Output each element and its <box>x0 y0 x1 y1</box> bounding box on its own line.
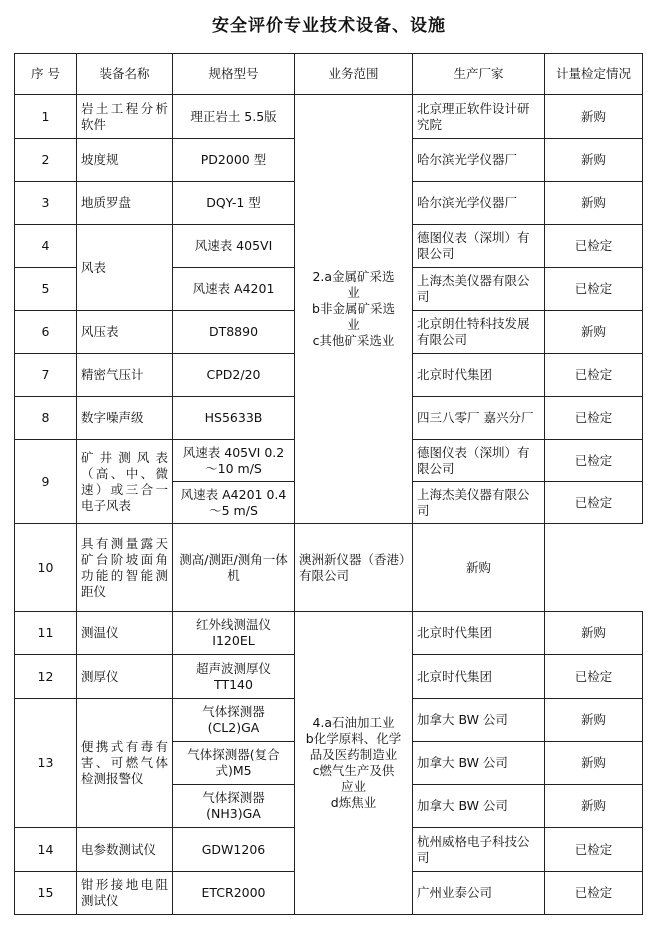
header-scope: 业务范围 <box>295 54 413 95</box>
spec-model: ETCR2000 <box>173 872 295 915</box>
equipment-name: 风压表 <box>77 311 173 354</box>
calibration-status: 已检定 <box>545 655 643 699</box>
manufacturer: 加拿大 BW 公司 <box>413 699 545 742</box>
manufacturer: 北京时代集团 <box>413 612 545 655</box>
spec-model: GDW1206 <box>173 828 295 872</box>
scope-line: d炼焦业 <box>330 795 377 810</box>
equipment-name: 钳形接地电阻测试仪 <box>77 872 173 915</box>
row-no: 9 <box>15 440 77 524</box>
scope-line: 4.a石油加工业 <box>312 715 395 730</box>
calibration-status: 新购 <box>413 524 545 612</box>
scope-line: 应业 <box>340 779 366 794</box>
business-scope-mining <box>295 95 413 524</box>
row-no: 1 <box>15 95 77 139</box>
manufacturer: 北京理正软件设计研究院 <box>413 95 545 139</box>
manufacturer: 加拿大 BW 公司 <box>413 742 545 785</box>
equipment-name: 岩土工程分析软件 <box>77 95 173 139</box>
manufacturer: 上海杰美仪器有限公司 <box>413 268 545 311</box>
calibration-status: 新购 <box>545 612 643 655</box>
scope-line: b非金属矿采选 <box>312 301 395 316</box>
calibration-status: 已检定 <box>545 225 643 268</box>
spec-model: 测高/测距/测角一体机 <box>173 524 295 612</box>
calibration-status: 新购 <box>545 311 643 354</box>
row-no: 4 <box>15 225 77 268</box>
equipment-name: 电参数测试仪 <box>77 828 173 872</box>
row-no: 8 <box>15 397 77 440</box>
document-title: 安全评价专业技术设备、设施 <box>212 16 446 36</box>
spec-model: 红外线测温仪 I120EL <box>173 612 295 655</box>
manufacturer: 德图仪表（深圳）有限公司 <box>413 225 545 268</box>
spec-model: DT8890 <box>173 311 295 354</box>
equipment-name: 精密气压计 <box>77 354 173 397</box>
spec-model: 风速表 A4201 <box>173 268 295 311</box>
header-maker: 生产厂家 <box>413 54 545 95</box>
table-header-row <box>15 54 643 95</box>
spec-model: DQY-1 型 <box>173 182 295 225</box>
row-no: 3 <box>15 182 77 225</box>
row-no: 15 <box>15 872 77 915</box>
calibration-status: 已检定 <box>545 440 643 482</box>
table-row <box>15 524 643 612</box>
manufacturer: 澳洲新仪器（香港）有限公司 <box>295 524 413 612</box>
calibration-status: 已检定 <box>545 482 643 524</box>
header-spec: 规格型号 <box>173 54 295 95</box>
manufacturer: 哈尔滨光学仪器厂 <box>413 139 545 182</box>
business-scope-chemical <box>295 612 413 915</box>
manufacturer: 哈尔滨光学仪器厂 <box>413 182 545 225</box>
calibration-status: 已检定 <box>545 872 643 915</box>
calibration-status: 新购 <box>545 699 643 742</box>
calibration-status: 新购 <box>545 785 643 828</box>
row-no: 6 <box>15 311 77 354</box>
spec-model: 气体探测器 (NH3)GA <box>173 785 295 828</box>
calibration-status: 新购 <box>545 95 643 139</box>
spec-model: PD2000 型 <box>173 139 295 182</box>
scope-line: 2.a金属矿采选 <box>312 269 395 284</box>
equipment-name: 数字噪声级 <box>77 397 173 440</box>
equipment-table <box>14 53 643 915</box>
spec-model: 风速表 405VI 0.2～10 m/S <box>173 440 295 482</box>
calibration-status: 已检定 <box>545 354 643 397</box>
row-no: 10 <box>15 524 77 612</box>
row-no: 2 <box>15 139 77 182</box>
manufacturer: 德图仪表（深圳）有限公司 <box>413 440 545 482</box>
row-no: 5 <box>15 268 77 311</box>
header-status: 计量检定情况 <box>545 54 643 95</box>
calibration-status: 已检定 <box>545 828 643 872</box>
row-no: 14 <box>15 828 77 872</box>
row-no: 13 <box>15 699 77 828</box>
header-no: 序 号 <box>15 54 77 95</box>
equipment-name: 测厚仪 <box>77 655 173 699</box>
manufacturer: 杭州威格电子科技公司 <box>413 828 545 872</box>
equipment-name: 坡度规 <box>77 139 173 182</box>
row-no: 12 <box>15 655 77 699</box>
scope-line: c燃气生产及供 <box>312 763 395 778</box>
header-name: 装备名称 <box>77 54 173 95</box>
calibration-status: 已检定 <box>545 268 643 311</box>
spec-model: 风速表 A4201 0.4～5 m/S <box>173 482 295 524</box>
calibration-status: 已检定 <box>545 397 643 440</box>
manufacturer: 北京时代集团 <box>413 354 545 397</box>
manufacturer: 北京朗仕特科技发展有限公司 <box>413 311 545 354</box>
manufacturer: 加拿大 BW 公司 <box>413 785 545 828</box>
equipment-name: 风表 <box>77 225 173 311</box>
spec-model: HS5633B <box>173 397 295 440</box>
scope-line: 品及医药制造业 <box>309 747 398 762</box>
manufacturer: 北京时代集团 <box>413 655 545 699</box>
equipment-name: 地质罗盘 <box>77 182 173 225</box>
table-row <box>15 95 643 139</box>
scope-line: c其他矿采选业 <box>312 333 395 348</box>
scope-line: 业 <box>347 317 360 332</box>
equipment-name: 测温仪 <box>77 612 173 655</box>
manufacturer: 上海杰美仪器有限公司 <box>413 482 545 524</box>
spec-model: 理正岩土 5.5版 <box>173 95 295 139</box>
equipment-name: 便携式有毒有害、可燃气体检测报警仪 <box>77 699 173 828</box>
spec-model: 风速表 405VI <box>173 225 295 268</box>
spec-model: 气体探测器 (CL2)GA <box>173 699 295 742</box>
equipment-name: 矿井测风表（高、中、微速）或三合一电子风表 <box>77 440 173 524</box>
equipment-name: 具有测量露天矿台阶坡面角功能的智能测距仪 <box>77 524 173 612</box>
spec-model: 超声波测厚仪 TT140 <box>173 655 295 699</box>
calibration-status: 新购 <box>545 182 643 225</box>
row-no: 11 <box>15 612 77 655</box>
manufacturer: 四三八零厂 嘉兴分厂 <box>413 397 545 440</box>
spec-model: 气体探测器(复合式)M5 <box>173 742 295 785</box>
row-no: 7 <box>15 354 77 397</box>
scope-line: b化学原料、化学 <box>305 731 402 746</box>
calibration-status: 新购 <box>545 742 643 785</box>
spec-model: CPD2/20 <box>173 354 295 397</box>
scope-line: 业 <box>347 285 360 300</box>
table-row <box>15 612 643 655</box>
calibration-status: 新购 <box>545 139 643 182</box>
manufacturer: 广州业泰公司 <box>413 872 545 915</box>
